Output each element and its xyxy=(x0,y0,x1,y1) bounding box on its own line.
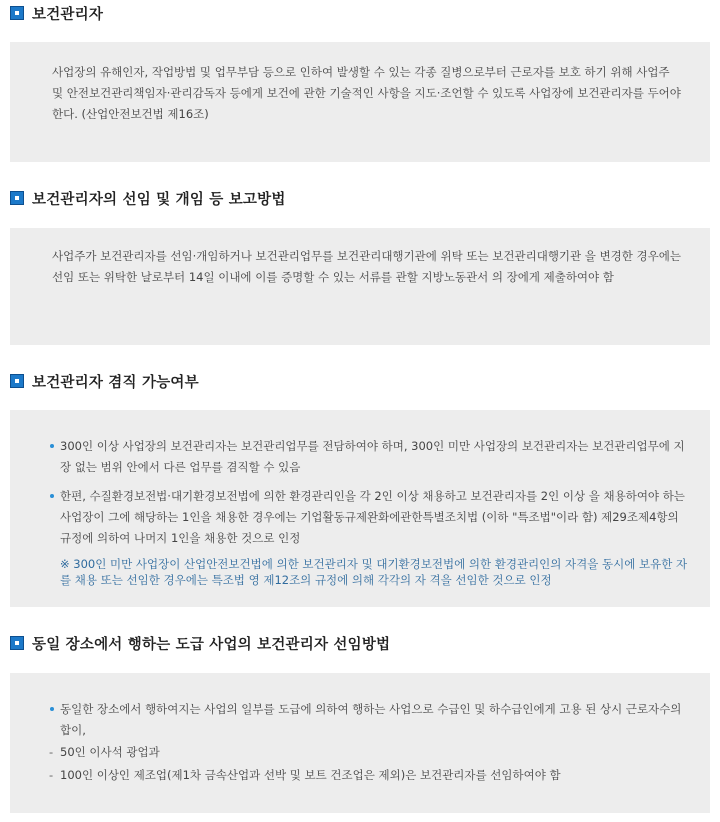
content-box xyxy=(10,228,710,345)
square-bullet-icon xyxy=(10,636,24,650)
square-bullet-icon xyxy=(10,6,24,20)
dash-icon: - xyxy=(49,745,54,759)
list-item xyxy=(48,486,688,549)
list-item-text: 300인 이상 사업장의 보건관리자는 보건관리업무를 전담하여야 하며, 300인 미만 사업장의 보건관리자는 보건관리업무에 지장 없는 범위 안에서 다른 업무를 겸직할 수 있음 xyxy=(60,439,685,474)
dash-list-item xyxy=(48,742,688,763)
section-heading xyxy=(10,632,390,654)
content-box xyxy=(10,42,710,162)
section-title: 보건관리자 겸직 가능여부 xyxy=(32,374,199,391)
section-note: ※ 300인 미만 사업장이 산업안전보건법에 의한 보건관리자 및 대기환경보전법에 의한 환경관리인의 자격을 동시에 보유한 자를 채용 또는 선임한 경우에는 특조법 영 제12조의 규정에 의해 각각의 자 격을 선임한 것으로 인정 xyxy=(60,557,688,587)
section-heading xyxy=(10,187,286,209)
dash-icon: - xyxy=(49,768,54,782)
bullet-dot-icon xyxy=(50,444,54,448)
list-item-text: 동일한 장소에서 행하여지는 사업의 일부를 도급에 의하여 행하는 사업으로 수급인 및 하수급인에게 고용 된 상시 근로자수의 합이, xyxy=(60,702,682,737)
content-box xyxy=(10,673,710,813)
content-box xyxy=(10,410,710,607)
dash-list-item xyxy=(48,765,688,786)
bullet-dot-icon xyxy=(50,707,54,711)
list-item-text: 한편, 수질환경보전법·대기환경보전법에 의한 환경관리인을 각 2인 이상 채용하고 보건관리자를 2인 이상 을 채용하여야 하는 사업장이 그에 해당하는 1인을 채용한 경우에는 기업활동규제완화에관한특별조치법 (이하 "특조법"이라 함) 제29조제4항의 규정에 의하여 나머지 1인을 채용한 것으로 인정 xyxy=(60,489,685,545)
bullet-dot-icon xyxy=(50,494,54,498)
square-bullet-icon xyxy=(10,374,24,388)
list-item xyxy=(48,436,688,478)
list-item xyxy=(48,699,688,741)
section-title: 동일 장소에서 행하는 도급 사업의 보건관리자 선임방법 xyxy=(32,636,391,653)
section-paragraph: 사업장의 유해인자, 작업방법 및 업무부담 등으로 인하여 발생할 수 있는 각종 질병으로부터 근로자를 보호 하기 위해 사업주 및 안전보건관리책임자·관리감독자 등에게 보건에 관한 기술적인 사항을 지도·조언할 수 있도록 사업장에 보건관리자를 두어야 한다. (산업안전보건법 제16조) xyxy=(52,65,681,121)
section-heading xyxy=(10,370,199,392)
section-title: 보건관리자의 선임 및 개임 등 보고방법 xyxy=(32,191,286,208)
section-paragraph: 사업주가 보건관리자를 선임·개임하거나 보건관리업무를 보건관리대행기관에 위탁 또는 보건관리대행기관 을 변경한 경우에는 선임 또는 위탁한 날로부터 14일 이내에 이를 증명할 수 있는 서류를 관할 지방노동관서 의 장에게 제출하여야 함 xyxy=(52,249,681,284)
section-title: 보건관리자 xyxy=(32,6,104,23)
dash-item-text: 50인 이사석 광업과 xyxy=(60,745,160,759)
dash-item-text: 100인 이상인 제조업(제1차 금속산업과 선박 및 보트 건조업은 제외)은 보건관리자를 선임하여야 함 xyxy=(60,768,561,782)
square-bullet-icon xyxy=(10,191,24,205)
section-heading xyxy=(10,2,103,24)
